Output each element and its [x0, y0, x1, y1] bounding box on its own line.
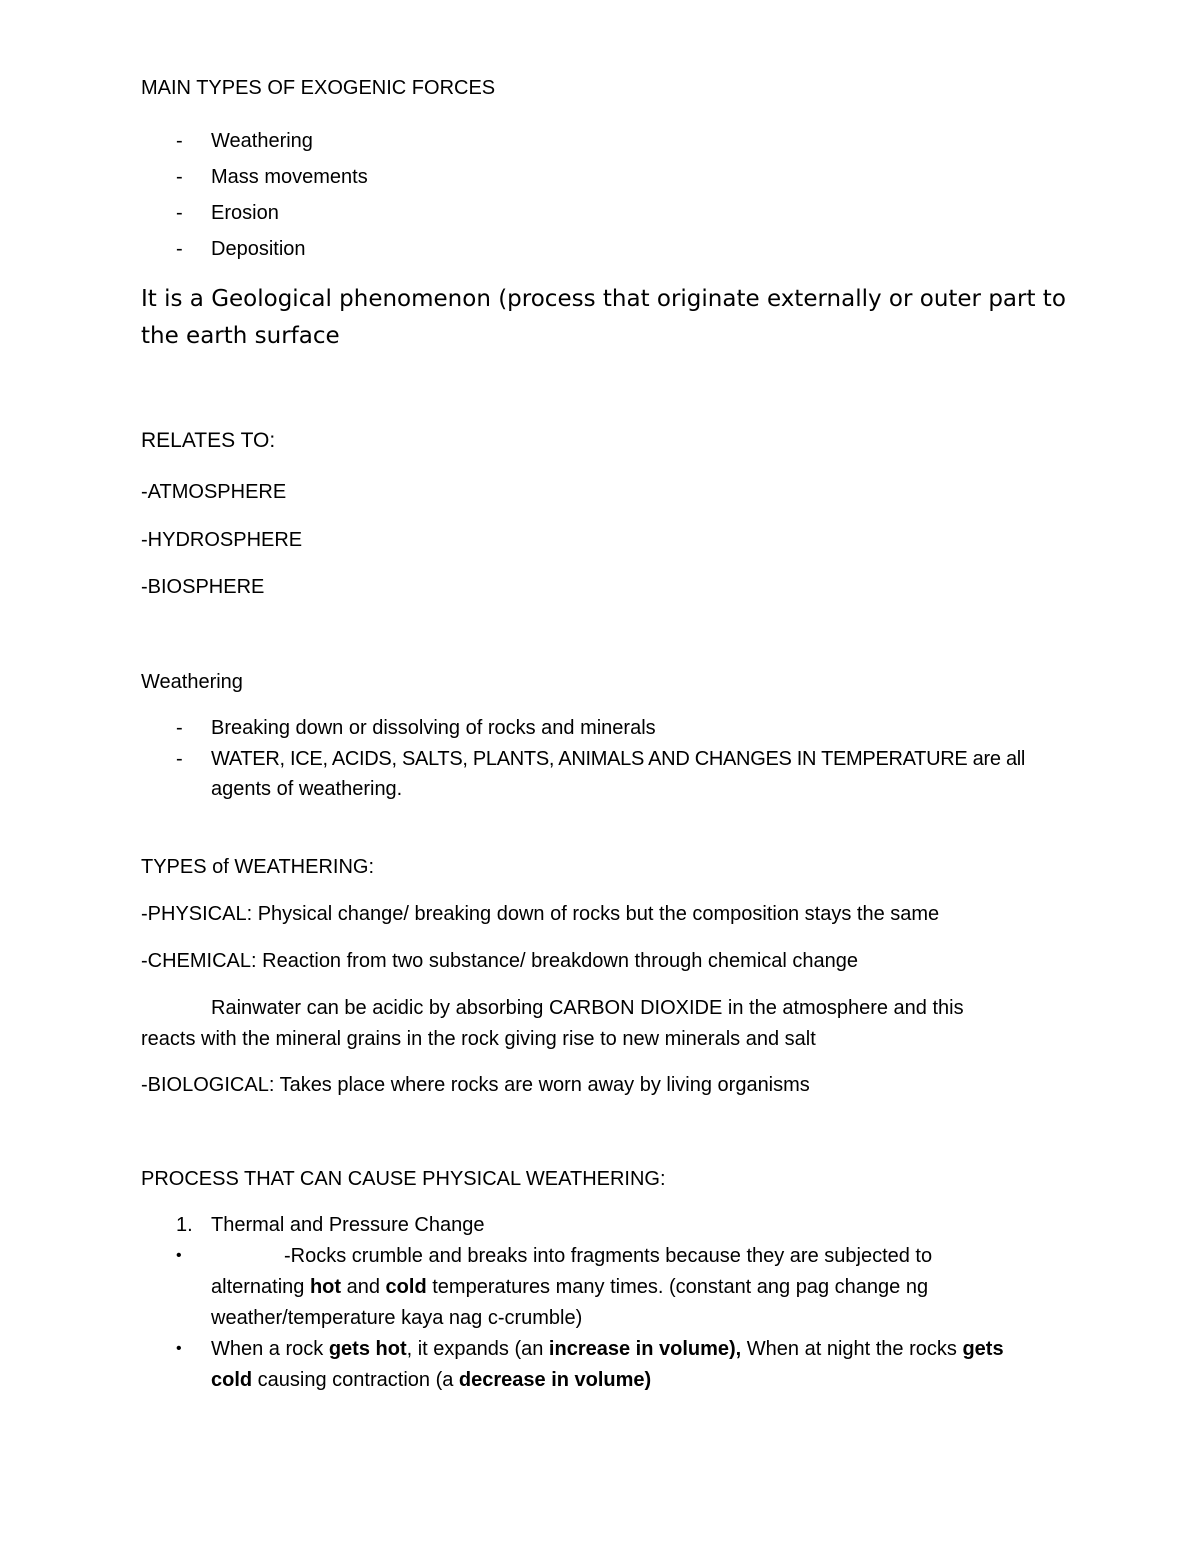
- list-item-mass-movements: Mass movements: [211, 166, 368, 188]
- physical-weathering: -PHYSICAL: Physical change/ breaking down of rocks but the composition stays the same: [141, 903, 940, 925]
- numbered-marker: 1.: [176, 1214, 193, 1236]
- list-dash: -: [176, 166, 183, 188]
- bullet-icon: •: [176, 1247, 182, 1264]
- numbered-item-thermal: Thermal and Pressure Change: [211, 1214, 485, 1236]
- list-item-erosion: Erosion: [211, 202, 279, 224]
- list-dash: -: [176, 130, 183, 152]
- weathering-heading: Weathering: [141, 671, 243, 693]
- rainwater-line-1: Rainwater can be acidic by absorbing CARBON DIOXIDE in the atmosphere and this: [211, 997, 964, 1019]
- bullet-icon: •: [176, 1340, 182, 1357]
- relates-item-atmosphere: -ATMOSPHERE: [141, 481, 287, 503]
- bullet-2-line-2: cold causing contraction (a decrease in volume): [211, 1369, 652, 1391]
- process-heading: PROCESS THAT CAN CAUSE PHYSICAL WEATHERING:: [141, 1168, 666, 1190]
- bullet-1-line-2: alternating hot and cold temperatures many times. (constant ang pag change ng: [211, 1276, 929, 1298]
- types-heading: TYPES of WEATHERING:: [141, 856, 374, 878]
- chemical-weathering: -CHEMICAL: Reaction from two substance/ breakdown through chemical change: [141, 950, 859, 972]
- relates-heading: RELATES TO:: [141, 429, 276, 452]
- weathering-item-2-line-1: WATER, ICE, ACIDS, SALTS, PLANTS, ANIMALS AND CHANGES IN TEMPERATURE are all: [211, 748, 1026, 770]
- bullet-2-line-1: When a rock gets hot, it expands (an increase in volume), When at night the rocks gets: [211, 1338, 1004, 1360]
- main-heading: MAIN TYPES OF EXOGENIC FORCES: [141, 77, 496, 99]
- definition-line-1: It is a Geological phenomenon (process that originate externally or outer part to: [141, 286, 1066, 312]
- weathering-item-1: Breaking down or dissolving of rocks and minerals: [211, 717, 656, 739]
- list-dash: -: [176, 238, 183, 260]
- list-dash: -: [176, 202, 183, 224]
- list-item-weathering: Weathering: [211, 130, 313, 152]
- bullet-1-line-3: weather/temperature kaya nag c-crumble): [211, 1307, 583, 1329]
- relates-item-biosphere: -BIOSPHERE: [141, 576, 265, 598]
- definition-line-2: the earth surface: [141, 323, 340, 349]
- list-item-deposition: Deposition: [211, 238, 306, 260]
- bullet-1-line-1: -Rocks crumble and breaks into fragments because they are subjected to: [284, 1245, 933, 1267]
- list-dash: -: [176, 748, 183, 770]
- list-dash: -: [176, 717, 183, 739]
- relates-item-hydrosphere: -HYDROSPHERE: [141, 529, 303, 551]
- rainwater-line-2: reacts with the mineral grains in the rock giving rise to new minerals and salt: [141, 1028, 816, 1050]
- weathering-item-2-line-2: agents of weathering.: [211, 778, 403, 800]
- biological-weathering: -BIOLOGICAL: Takes place where rocks are worn away by living organisms: [141, 1074, 810, 1096]
